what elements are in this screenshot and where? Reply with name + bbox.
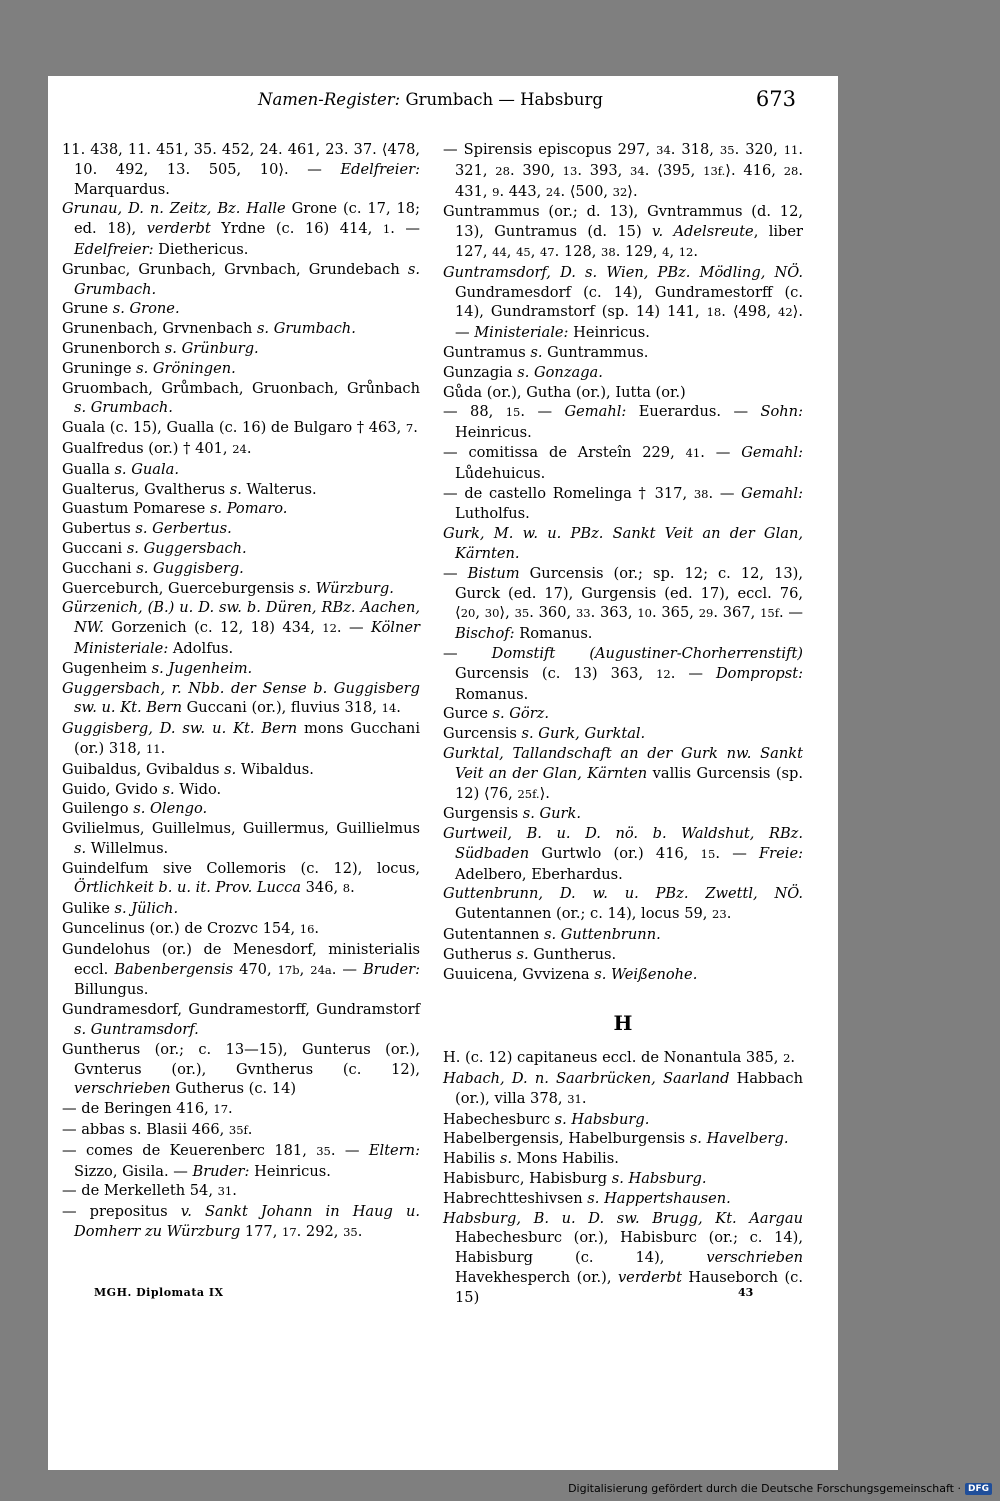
footer-signature: 43 [738,1286,754,1299]
register-entry: Habelbergensis, Habelburgensis s. Havelberg. [443,1130,789,1148]
register-entry: Gundramesdorf, Gundramestorff, Gundramstorf s. Guntramsdorf. [62,1001,420,1039]
register-entry: Habilis s. Mons Habilis. [443,1150,619,1168]
register-entry: Gurcensis s. Gurk, Gurktal. [443,725,646,743]
register-entry: Gürzenich, (B.) u. D. sw. b. Düren, RBz. Aachen, NW. Gorzenich (c. 12, 18) 434, 12. — Kölner Ministeriale: Adolfus. [62,599,420,657]
register-entry: Gurce s. Görz. [443,705,549,723]
register-entry: Guala (c. 15), Gualla (c. 16) de Bulgaro † 463, 7. [62,419,418,437]
register-entry: Guilengo s. Olengo. [62,800,208,818]
register-entry: Gundelohus (or.) de Menesdorf, ministerialis eccl. Babenbergensis 470, 17b, 24a. — Bruder: Billungus. [62,940,421,999]
register-entry: Gurtweil, B. u. D. nö. b. Waldshut, RBz. Südbaden Gurtwlo (or.) 416, 15. — Freie: Adelbero, Eberhardus. [443,825,804,883]
running-title-prefix: Namen-Register: [258,90,401,109]
page-number: 673 [755,87,796,111]
register-entry: Guccani s. Guggersbach. [62,539,247,557]
right-column-g-entries [443,140,803,984]
register-entry: Guido, Gvido s. Wido. [62,780,222,798]
register-entry: Guntramsdorf, D. s. Wien, PBz. Mödling, NÖ. Gundramesdorf (c. 14), Gundramestorff (c. 14), Gundramstorf (sp. 14) 141, 18. ⟨498, 42⟩. — Ministeriale: Heinricus. [443,263,803,342]
register-entry: Gruombach, Grůmbach, Gruonbach, Grůnbach s. Grumbach. [62,379,420,417]
register-entry: 11. 438, 11. 451, 35. 452, 24. 461, 23. 37. ⟨478, 10. 492, 13. 505, 10⟩. — Edelfreier: Marquardus. [62,141,420,198]
register-entry: Grunau, D. n. Zeitz, Bz. Halle Grone (c. 17, 18; ed. 18), verderbt Yrdne (c. 16) 414, 1. — Edelfreier: Diethericus. [62,200,420,258]
register-entry: Habach, D. n. Saarbrücken, Saarland Habbach (or.), villa 378, 31. [443,1070,803,1107]
register-entry: Gurktal, Tallandschaft an der Gurk nw. Sankt Veit an der Glan, Kärnten vallis Gurcensis (sp. 12) ⟨76, 25f.⟩. [443,744,804,802]
register-entry: Habsburg, B. u. D. sw. Brugg, Kt. Aargau Habechesburc (or.), Habisburc (or.; c. 14), Habisburg (c. 14), verschrieben Havekhesperch (or.), verderbt Hauseborch (c. 15) [443,1209,803,1306]
register-entry: H. (c. 12) capitaneus eccl. de Nonantula 385, 2. [443,1049,796,1067]
register-entry: Gualla s. Guala. [62,460,179,478]
register-entry: Guntramus s. Guntrammus. [443,343,649,361]
register-entry: Guuicena, Gvvizena s. Weißenohe. [443,965,698,983]
register-entry: Guggersbach, r. Nbb. der Sense b. Guggisberg sw. u. Kt. Bern Guccani (or.), fluvius 318, 14. [62,679,420,717]
register-entry: — comes de Keuerenberc 181, 35. — Eltern: Sizzo, Gisila. — Bruder: Heinricus. [62,1141,420,1180]
register-entry: — 88, 15. — Gemahl: Euerardus. — Sohn: Heinricus. [443,403,803,442]
register-entry: Gulike s. Jülich. [62,900,179,918]
register-entry: Guntrammus (or.; d. 13), Gvntrammus (d. 12, 13), Guntramus (d. 15) v. Adelsreute, liber 127, 44, 45, 47. 128, 38. 129, 4, 12. [443,203,803,260]
register-entry: Habechesburc s. Habsburg. [443,1110,650,1128]
register-entry: Gůda (or.), Gutha (or.), Iutta (or.) [443,383,686,401]
dfg-logo: DFG [965,1483,992,1495]
register-entry: — comitissa de Arsteîn 229, 41. — Gemahl: Lůdehuicus. [443,443,804,482]
register-entry: — prepositus v. Sankt Johann in Haug u. Domherr zu Würzburg 177, 17. 292, 35. [62,1203,420,1241]
register-entry: Grunbac, Grunbach, Grvnbach, Grundebach s. Grumbach. [62,260,420,298]
document-page [48,76,838,1470]
register-entry: Gubertus s. Gerbertus. [62,520,232,538]
register-entry: Guastum Pomarese s. Pomaro. [62,500,288,518]
section-heading-h: H [613,1011,633,1036]
register-entry: Gurgensis s. Gurk. [443,805,581,823]
running-title-main: Grumbach — Habsburg [405,90,603,109]
register-entry: — de castello Romelinga † 317, 38. — Gemahl: Lutholfus. [443,484,803,523]
register-entry: Gruninge s. Gröningen. [62,359,236,377]
register-entry: Gualterus, Gvaltherus s. Walterus. [62,480,317,498]
register-entry: — Bistum Gurcensis (or.; sp. 12; c. 12, 13), Gurck (ed. 17), Gurgensis (ed. 17), eccl. 76, ⟨20, 30⟩, 35. 360, 33. 363, 10. 365, 29. 367, 15f. — Bischof: Romanus. [443,564,803,643]
register-entry: Gutentannen s. Guttenbrunn. [443,926,661,944]
register-entry: Guntherus (or.; c. 13—15), Gunterus (or.), Gvnterus (or.), Gvntherus (c. 12), verschrieben Gutherus (c. 14) [62,1040,420,1098]
register-entry: Grunenborch s. Grünburg. [62,339,259,357]
left-column [62,140,420,1243]
register-entry: Guerceburch, Guerceburgensis s. Würzburg. [62,579,394,597]
register-entry: Gvilielmus, Guillelmus, Guillermus, Guillielmus s. Willelmus. [62,820,420,857]
register-entry: Guggisberg, D. sw. u. Kt. Bern mons Gucchani (or.) 318, 11. [62,720,420,757]
register-entry: Gualfredus (or.) † 401, 24. [62,439,252,457]
register-entry: Gugenheim s. Jugenheim. [62,659,253,677]
register-entry: Habrechtteshivsen s. Happertshausen. [443,1189,731,1207]
register-entry: Gutherus s. Guntherus. [443,945,617,963]
register-entry: Gurk, M. w. u. PBz. Sankt Veit an der Glan, Kärnten. [443,525,803,562]
register-entry: Guibaldus, Gvibaldus s. Wibaldus. [62,760,314,778]
register-entry: — Spirensis episcopus 297, 34. 318, 35. 320, 11. 321, 28. 390, 13. 393, 34. ⟨395, 13f.⟩. 416, 28. 431, 9. 443, 24. ⟨500, 32⟩. [443,141,803,200]
footer-series: MGH. Diplomata IX [94,1286,224,1299]
register-entry: — Domstift (Augustiner-Chorherrenstift) Gurcensis (c. 13) 363, 12. — Dompropst: Romanus. [443,644,803,703]
right-column-h-entries [443,1048,803,1307]
register-entry: Habisburc, Habisburg s. Habsburg. [443,1170,707,1188]
register-entry: Guncelinus (or.) de Crozvc 154, 16. [62,920,320,938]
register-entry: Grunenbach, Grvnenbach s. Grumbach. [62,320,356,338]
running-title [258,90,603,109]
page-header [48,87,838,120]
register-entry: Grune s. Grone. [62,300,180,318]
dfg-credit [568,1482,992,1495]
register-entry: — de Merkelleth 54, 31. [62,1182,237,1200]
register-entry: Gucchani s. Guggisberg. [62,559,244,577]
register-entry: Gunzagia s. Gonzaga. [443,363,603,381]
register-entry: — de Beringen 416, 17. [62,1100,233,1118]
register-entry: — abbas s. Blasii 466, 35f. [62,1121,253,1139]
right-column [443,140,803,1308]
dfg-credit-text: Digitalisierung gefördert durch die Deutsche Forschungsgemeinschaft · [568,1482,961,1495]
register-entry: Guindelfum sive Collemoris (c. 12), locus, Örtlichkeit b. u. it. Prov. Lucca 346, 8. [62,859,420,897]
register-entry: Guttenbrunn, D. w. u. PBz. Zwettl, NÖ. Gutentannen (or.; c. 14), locus 59, 23. [443,885,803,923]
